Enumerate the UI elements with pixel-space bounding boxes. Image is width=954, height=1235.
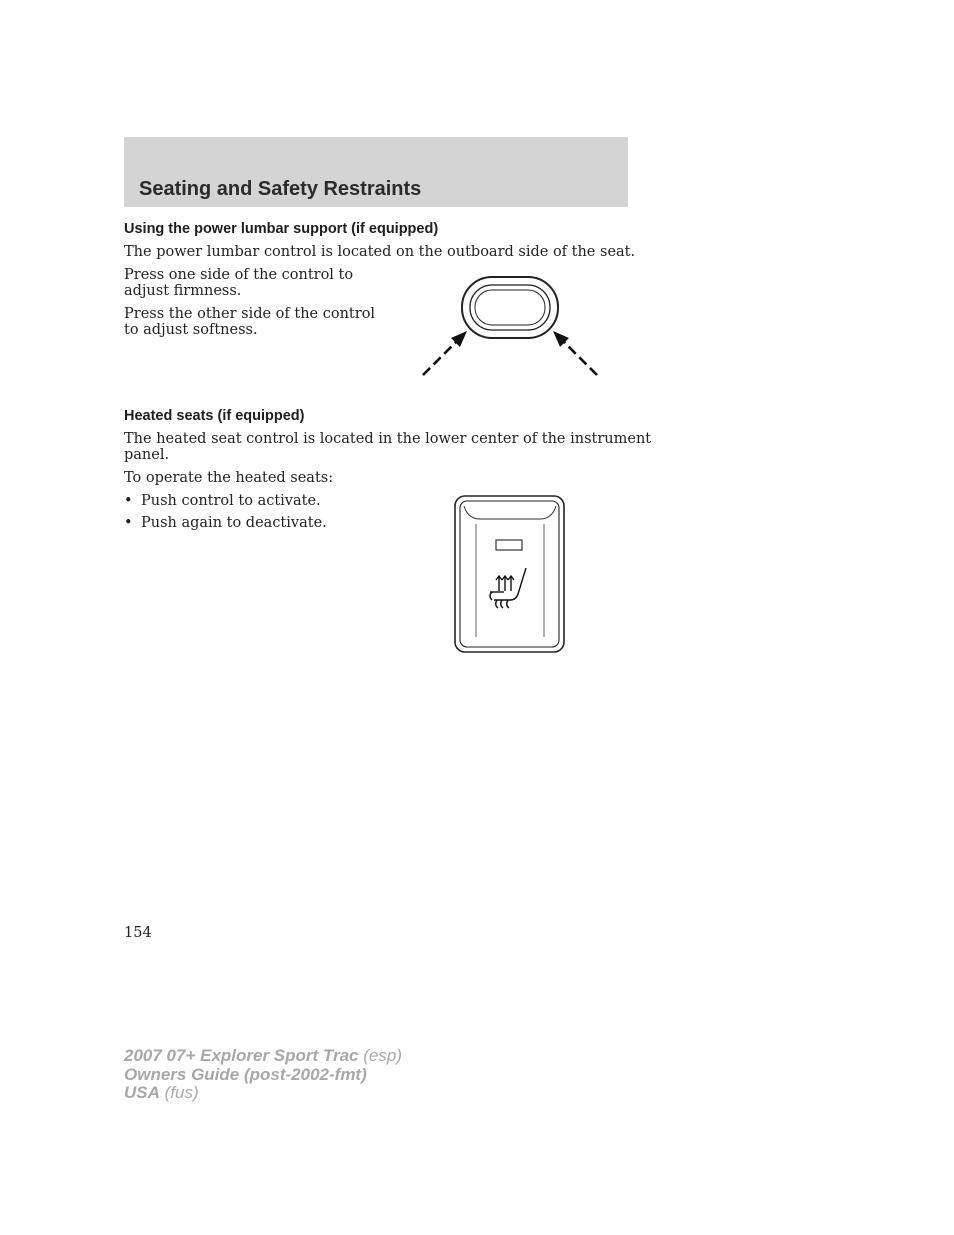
lumbar-control-illustration bbox=[415, 270, 610, 382]
lumbar-control-switch bbox=[462, 277, 558, 338]
lumbar-firmness-line1: Press one side of the control to bbox=[124, 267, 354, 283]
right-arrow-icon bbox=[553, 331, 597, 375]
lumbar-intro: The power lumbar control is located on the outboard side of the seat. bbox=[124, 244, 636, 260]
footer-model-code: (esp) bbox=[363, 1046, 402, 1065]
bullet-item bbox=[124, 493, 321, 509]
heated-seats-heading: Heated seats (if equipped) bbox=[124, 408, 305, 424]
page-number: 154 bbox=[124, 925, 152, 941]
bullet-dot: • bbox=[124, 493, 133, 509]
footer-model: 2007 07+ Explorer Sport Trac bbox=[124, 1046, 359, 1065]
lumbar-softness-line1: Press the other side of the control bbox=[124, 306, 376, 322]
section-title: Seating and Safety Restraints bbox=[139, 178, 422, 200]
footer-market: USA bbox=[124, 1083, 160, 1102]
heated-intro-line1: The heated seat control is located in the lower center of the instrument bbox=[124, 431, 652, 447]
footer-guide: Owners Guide (post-2002-fmt) bbox=[124, 1064, 367, 1084]
lumbar-heading: Using the power lumbar support (if equipped) bbox=[124, 221, 439, 237]
bullet-text: Push again to deactivate. bbox=[141, 515, 327, 531]
heated-seat-icon bbox=[490, 568, 526, 608]
bullet-dot: • bbox=[124, 515, 133, 531]
indicator-light bbox=[496, 540, 522, 550]
bullet-item bbox=[124, 515, 327, 531]
heated-seat-control-illustration bbox=[452, 494, 568, 656]
left-arrow-icon bbox=[423, 331, 467, 375]
lumbar-softness-line2: to adjust softness. bbox=[124, 322, 258, 338]
footer-market-code: (fus) bbox=[164, 1083, 199, 1102]
footer-doc-info bbox=[124, 1047, 402, 1103]
heated-operate-text: To operate the heated seats: bbox=[124, 470, 334, 486]
bullet-text: Push control to activate. bbox=[141, 493, 321, 509]
lumbar-firmness-line2: adjust firmness. bbox=[124, 283, 242, 299]
heated-intro-line2: panel. bbox=[124, 447, 170, 463]
